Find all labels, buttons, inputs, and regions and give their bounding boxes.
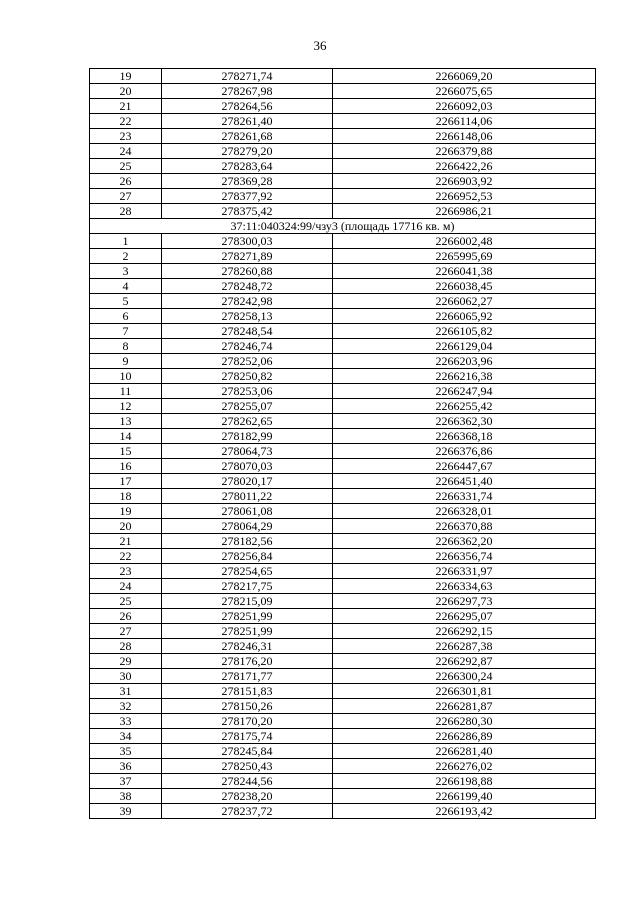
table-row: [90, 669, 596, 684]
table-row: [90, 609, 596, 624]
point-number: 6: [90, 309, 162, 324]
table-row: [90, 564, 596, 579]
point-number: 8: [90, 339, 162, 354]
y-coordinate: 2265995,69: [333, 249, 596, 264]
point-number: 22: [90, 549, 162, 564]
point-number: 4: [90, 279, 162, 294]
y-coordinate: 2266301,81: [333, 684, 596, 699]
x-coordinate: 278242,98: [162, 294, 333, 309]
point-number: 24: [90, 144, 162, 159]
y-coordinate: 2266198,88: [333, 774, 596, 789]
table-row: [90, 624, 596, 639]
table-row: [90, 84, 596, 99]
table-row: [90, 99, 596, 114]
table-row: [90, 234, 596, 249]
x-coordinate: 278217,75: [162, 579, 333, 594]
point-number: 23: [90, 564, 162, 579]
point-number: 38: [90, 789, 162, 804]
y-coordinate: 2266362,20: [333, 534, 596, 549]
table-row: [90, 369, 596, 384]
table-row: [90, 69, 596, 84]
x-coordinate: 278250,82: [162, 369, 333, 384]
point-number: 13: [90, 414, 162, 429]
point-number: 31: [90, 684, 162, 699]
x-coordinate: 278252,06: [162, 354, 333, 369]
y-coordinate: 2266331,97: [333, 564, 596, 579]
y-coordinate: 2266422,26: [333, 159, 596, 174]
point-number: 7: [90, 324, 162, 339]
table-row: [90, 804, 596, 819]
x-coordinate: 278170,20: [162, 714, 333, 729]
x-coordinate: 278250,43: [162, 759, 333, 774]
x-coordinate: 278248,54: [162, 324, 333, 339]
x-coordinate: 278253,06: [162, 384, 333, 399]
table-row: [90, 309, 596, 324]
y-coordinate: 2266199,40: [333, 789, 596, 804]
y-coordinate: 2266075,65: [333, 84, 596, 99]
table-row: [90, 279, 596, 294]
point-number: 2: [90, 249, 162, 264]
x-coordinate: 278061,08: [162, 504, 333, 519]
y-coordinate: 2266062,27: [333, 294, 596, 309]
table-row: [90, 639, 596, 654]
y-coordinate: 2266002,48: [333, 234, 596, 249]
x-coordinate: 278377,92: [162, 189, 333, 204]
point-number: 28: [90, 639, 162, 654]
table-row: [90, 249, 596, 264]
point-number: 25: [90, 159, 162, 174]
table-row: [90, 429, 596, 444]
point-number: 21: [90, 99, 162, 114]
x-coordinate: 278251,99: [162, 624, 333, 639]
x-coordinate: 278283,64: [162, 159, 333, 174]
y-coordinate: 2266295,07: [333, 609, 596, 624]
x-coordinate: 278182,56: [162, 534, 333, 549]
x-coordinate: 278064,29: [162, 519, 333, 534]
x-coordinate: 278300,03: [162, 234, 333, 249]
point-number: 26: [90, 609, 162, 624]
x-coordinate: 278258,13: [162, 309, 333, 324]
x-coordinate: 278070,03: [162, 459, 333, 474]
x-coordinate: 278260,88: [162, 264, 333, 279]
x-coordinate: 278171,77: [162, 669, 333, 684]
point-number: 20: [90, 84, 162, 99]
table-row: [90, 159, 596, 174]
table-row: [90, 504, 596, 519]
table-row: [90, 534, 596, 549]
x-coordinate: 278020,17: [162, 474, 333, 489]
x-coordinate: 278375,42: [162, 204, 333, 219]
table-row: [90, 444, 596, 459]
coordinates-table: [89, 68, 596, 819]
y-coordinate: 2266368,18: [333, 429, 596, 444]
x-coordinate: 278254,65: [162, 564, 333, 579]
section-header: 37:11:040324:99/чзу3 (площадь 17716 кв. м): [90, 219, 596, 234]
x-coordinate: 278262,65: [162, 414, 333, 429]
point-number: 12: [90, 399, 162, 414]
y-coordinate: 2266952,53: [333, 189, 596, 204]
x-coordinate: 278271,89: [162, 249, 333, 264]
table-row: [90, 114, 596, 129]
table-row: [90, 684, 596, 699]
point-number: 22: [90, 114, 162, 129]
table-row: [90, 714, 596, 729]
point-number: 11: [90, 384, 162, 399]
y-coordinate: 2266129,04: [333, 339, 596, 354]
point-number: 17: [90, 474, 162, 489]
point-number: 27: [90, 189, 162, 204]
point-number: 35: [90, 744, 162, 759]
y-coordinate: 2266281,40: [333, 744, 596, 759]
table-row: [90, 579, 596, 594]
table-row: [90, 189, 596, 204]
x-coordinate: 278255,07: [162, 399, 333, 414]
y-coordinate: 2266356,74: [333, 549, 596, 564]
x-coordinate: 278011,22: [162, 489, 333, 504]
y-coordinate: 2266986,21: [333, 204, 596, 219]
point-number: 5: [90, 294, 162, 309]
point-number: 23: [90, 129, 162, 144]
point-number: 21: [90, 534, 162, 549]
y-coordinate: 2266105,82: [333, 324, 596, 339]
point-number: 3: [90, 264, 162, 279]
y-coordinate: 2266297,73: [333, 594, 596, 609]
table-row: [90, 129, 596, 144]
point-number: 27: [90, 624, 162, 639]
y-coordinate: 2266114,06: [333, 114, 596, 129]
point-number: 20: [90, 519, 162, 534]
point-number: 37: [90, 774, 162, 789]
point-number: 24: [90, 579, 162, 594]
y-coordinate: 2266451,40: [333, 474, 596, 489]
x-coordinate: 278151,83: [162, 684, 333, 699]
table-row: [90, 744, 596, 759]
x-coordinate: 278251,99: [162, 609, 333, 624]
y-coordinate: 2266247,94: [333, 384, 596, 399]
point-number: 19: [90, 69, 162, 84]
x-coordinate: 278369,28: [162, 174, 333, 189]
point-number: 36: [90, 759, 162, 774]
point-number: 39: [90, 804, 162, 819]
table-row: [90, 174, 596, 189]
table-row: [90, 474, 596, 489]
y-coordinate: 2266292,87: [333, 654, 596, 669]
y-coordinate: 2266331,74: [333, 489, 596, 504]
section: [90, 219, 596, 234]
y-coordinate: 2266376,86: [333, 444, 596, 459]
y-coordinate: 2266379,88: [333, 144, 596, 159]
y-coordinate: 2266334,63: [333, 579, 596, 594]
point-number: 14: [90, 429, 162, 444]
y-coordinate: 2266193,42: [333, 804, 596, 819]
y-coordinate: 2266092,03: [333, 99, 596, 114]
y-coordinate: 2266281,87: [333, 699, 596, 714]
y-coordinate: 2266069,20: [333, 69, 596, 84]
y-coordinate: 2266362,30: [333, 414, 596, 429]
x-coordinate: 278248,72: [162, 279, 333, 294]
x-coordinate: 278261,68: [162, 129, 333, 144]
point-number: 10: [90, 369, 162, 384]
y-coordinate: 2266370,88: [333, 519, 596, 534]
point-number: 28: [90, 204, 162, 219]
coordinates-group-chzu3: [90, 234, 596, 819]
x-coordinate: 278215,09: [162, 594, 333, 609]
x-coordinate: 278267,98: [162, 84, 333, 99]
page-number: 36: [313, 38, 327, 53]
y-coordinate: 2266287,38: [333, 639, 596, 654]
table-row: [90, 594, 596, 609]
x-coordinate: 278271,74: [162, 69, 333, 84]
coordinates-group-previous: [90, 69, 596, 219]
y-coordinate: 2266903,92: [333, 174, 596, 189]
point-number: 33: [90, 714, 162, 729]
x-coordinate: 278237,72: [162, 804, 333, 819]
x-coordinate: 278264,56: [162, 99, 333, 114]
point-number: 34: [90, 729, 162, 744]
point-number: 30: [90, 669, 162, 684]
y-coordinate: 2266038,45: [333, 279, 596, 294]
y-coordinate: 2266276,02: [333, 759, 596, 774]
table-row: [90, 294, 596, 309]
table-row: [90, 264, 596, 279]
table-row: [90, 789, 596, 804]
y-coordinate: 2266041,38: [333, 264, 596, 279]
table-row: [90, 204, 596, 219]
section-header-row: [90, 219, 596, 234]
table-row: [90, 729, 596, 744]
point-number: 9: [90, 354, 162, 369]
x-coordinate: 278182,99: [162, 429, 333, 444]
y-coordinate: 2266216,38: [333, 369, 596, 384]
y-coordinate: 2266328,01: [333, 504, 596, 519]
y-coordinate: 2266203,96: [333, 354, 596, 369]
y-coordinate: 2266280,30: [333, 714, 596, 729]
x-coordinate: 278279,20: [162, 144, 333, 159]
x-coordinate: 278256,84: [162, 549, 333, 564]
table-row: [90, 144, 596, 159]
point-number: 32: [90, 699, 162, 714]
x-coordinate: 278244,56: [162, 774, 333, 789]
point-number: 18: [90, 489, 162, 504]
x-coordinate: 278246,74: [162, 339, 333, 354]
x-coordinate: 278150,26: [162, 699, 333, 714]
y-coordinate: 2266255,42: [333, 399, 596, 414]
table-row: [90, 324, 596, 339]
table-row: [90, 399, 596, 414]
y-coordinate: 2266065,92: [333, 309, 596, 324]
y-coordinate: 2266300,24: [333, 669, 596, 684]
table-row: [90, 699, 596, 714]
y-coordinate: 2266148,06: [333, 129, 596, 144]
y-coordinate: 2266447,67: [333, 459, 596, 474]
table-row: [90, 489, 596, 504]
point-number: 25: [90, 594, 162, 609]
table-row: [90, 414, 596, 429]
table-row: [90, 774, 596, 789]
table-row: [90, 339, 596, 354]
table-row: [90, 519, 596, 534]
table-row: [90, 354, 596, 369]
y-coordinate: 2266286,89: [333, 729, 596, 744]
point-number: 19: [90, 504, 162, 519]
table-row: [90, 549, 596, 564]
x-coordinate: 278064,73: [162, 444, 333, 459]
point-number: 15: [90, 444, 162, 459]
x-coordinate: 278238,20: [162, 789, 333, 804]
x-coordinate: 278261,40: [162, 114, 333, 129]
y-coordinate: 2266292,15: [333, 624, 596, 639]
point-number: 26: [90, 174, 162, 189]
x-coordinate: 278245,84: [162, 744, 333, 759]
table-row: [90, 759, 596, 774]
point-number: 16: [90, 459, 162, 474]
x-coordinate: 278175,74: [162, 729, 333, 744]
x-coordinate: 278246,31: [162, 639, 333, 654]
point-number: 29: [90, 654, 162, 669]
x-coordinate: 278176,20: [162, 654, 333, 669]
table-row: [90, 459, 596, 474]
point-number: 1: [90, 234, 162, 249]
table-row: [90, 654, 596, 669]
table-row: [90, 384, 596, 399]
